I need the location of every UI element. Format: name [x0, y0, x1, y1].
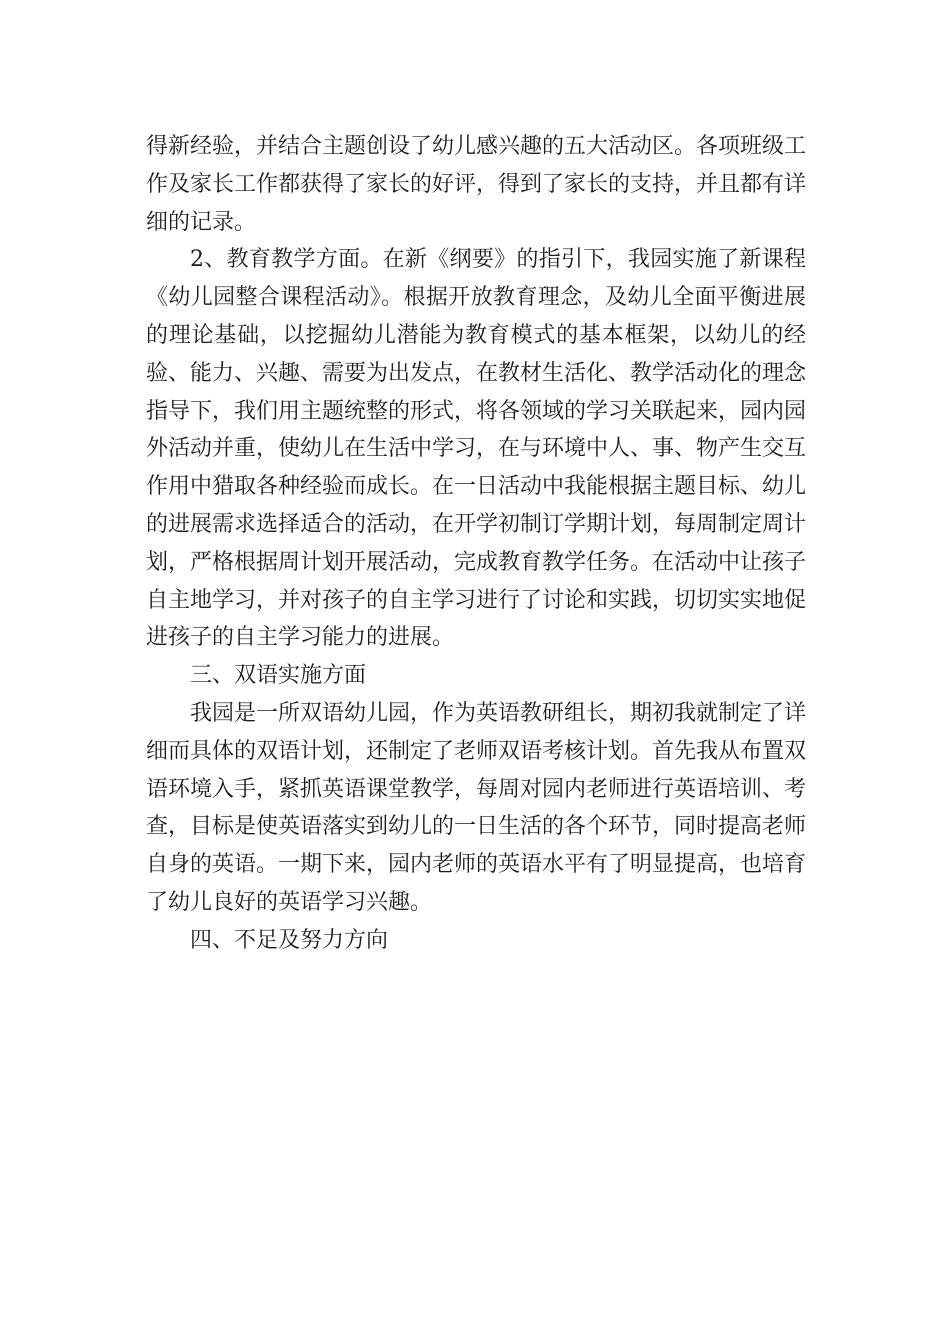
- paragraph-teaching: 2、教育教学方面。在新《纲要》的指引下，我园实施了新课程《幼儿园整合课程活动》。根据开放教育理念，及幼儿全面平衡进展的理论基础，以挖掘幼儿潜能为教育模式的基本框架，以幼儿的经验、能力、兴趣、需要为出发点，在教材生活化、教学活动化的理念指导下，我们用主题统整的形式，将各领域的学习关联起来，园内园外活动并重，使幼儿在生活中学习，在与环境中人、事、物产生交互作用中猎取各种经验而成长。在一日活动中我能根据主题目标、幼儿的进展需求选择适合的活动，在开学初制订学期计划，每周制定周计划，严格根据周计划开展活动，完成教育教学任务。在活动中让孩子自主地学习，并对孩子的自主学习进行了讨论和实践，切切实实地促进孩子的自主学习能力的进展。: [146, 247, 807, 651]
- section-heading-bilingual: 三、双语实施方面: [190, 663, 367, 689]
- section-heading-shortcomings: 四、不足及努力方向: [190, 927, 389, 953]
- paragraph-continuation: 得新经验，并结合主题创设了幼儿感兴趣的五大活动区。各项班级工作及家长工作都获得了家长的好评，得到了家长的支持，并且都有详细的记录。: [146, 134, 807, 235]
- paragraph-bilingual: 我园是一所双语幼儿园，作为英语教研组长，期初我就制定了详细而具体的双语计划，还制定了老师双语考核计划。首先我从布置双语环境入手，紧抓英语课堂教学，每周对园内老师进行英语培训、考查，目标是使英语落实到幼儿的一日生活的各个环节，同时提高老师自身的英语。一期下来，园内老师的英语水平有了明显提高，也培育了幼儿良好的英语学习兴趣。: [146, 700, 807, 915]
- document-body: [146, 128, 806, 960]
